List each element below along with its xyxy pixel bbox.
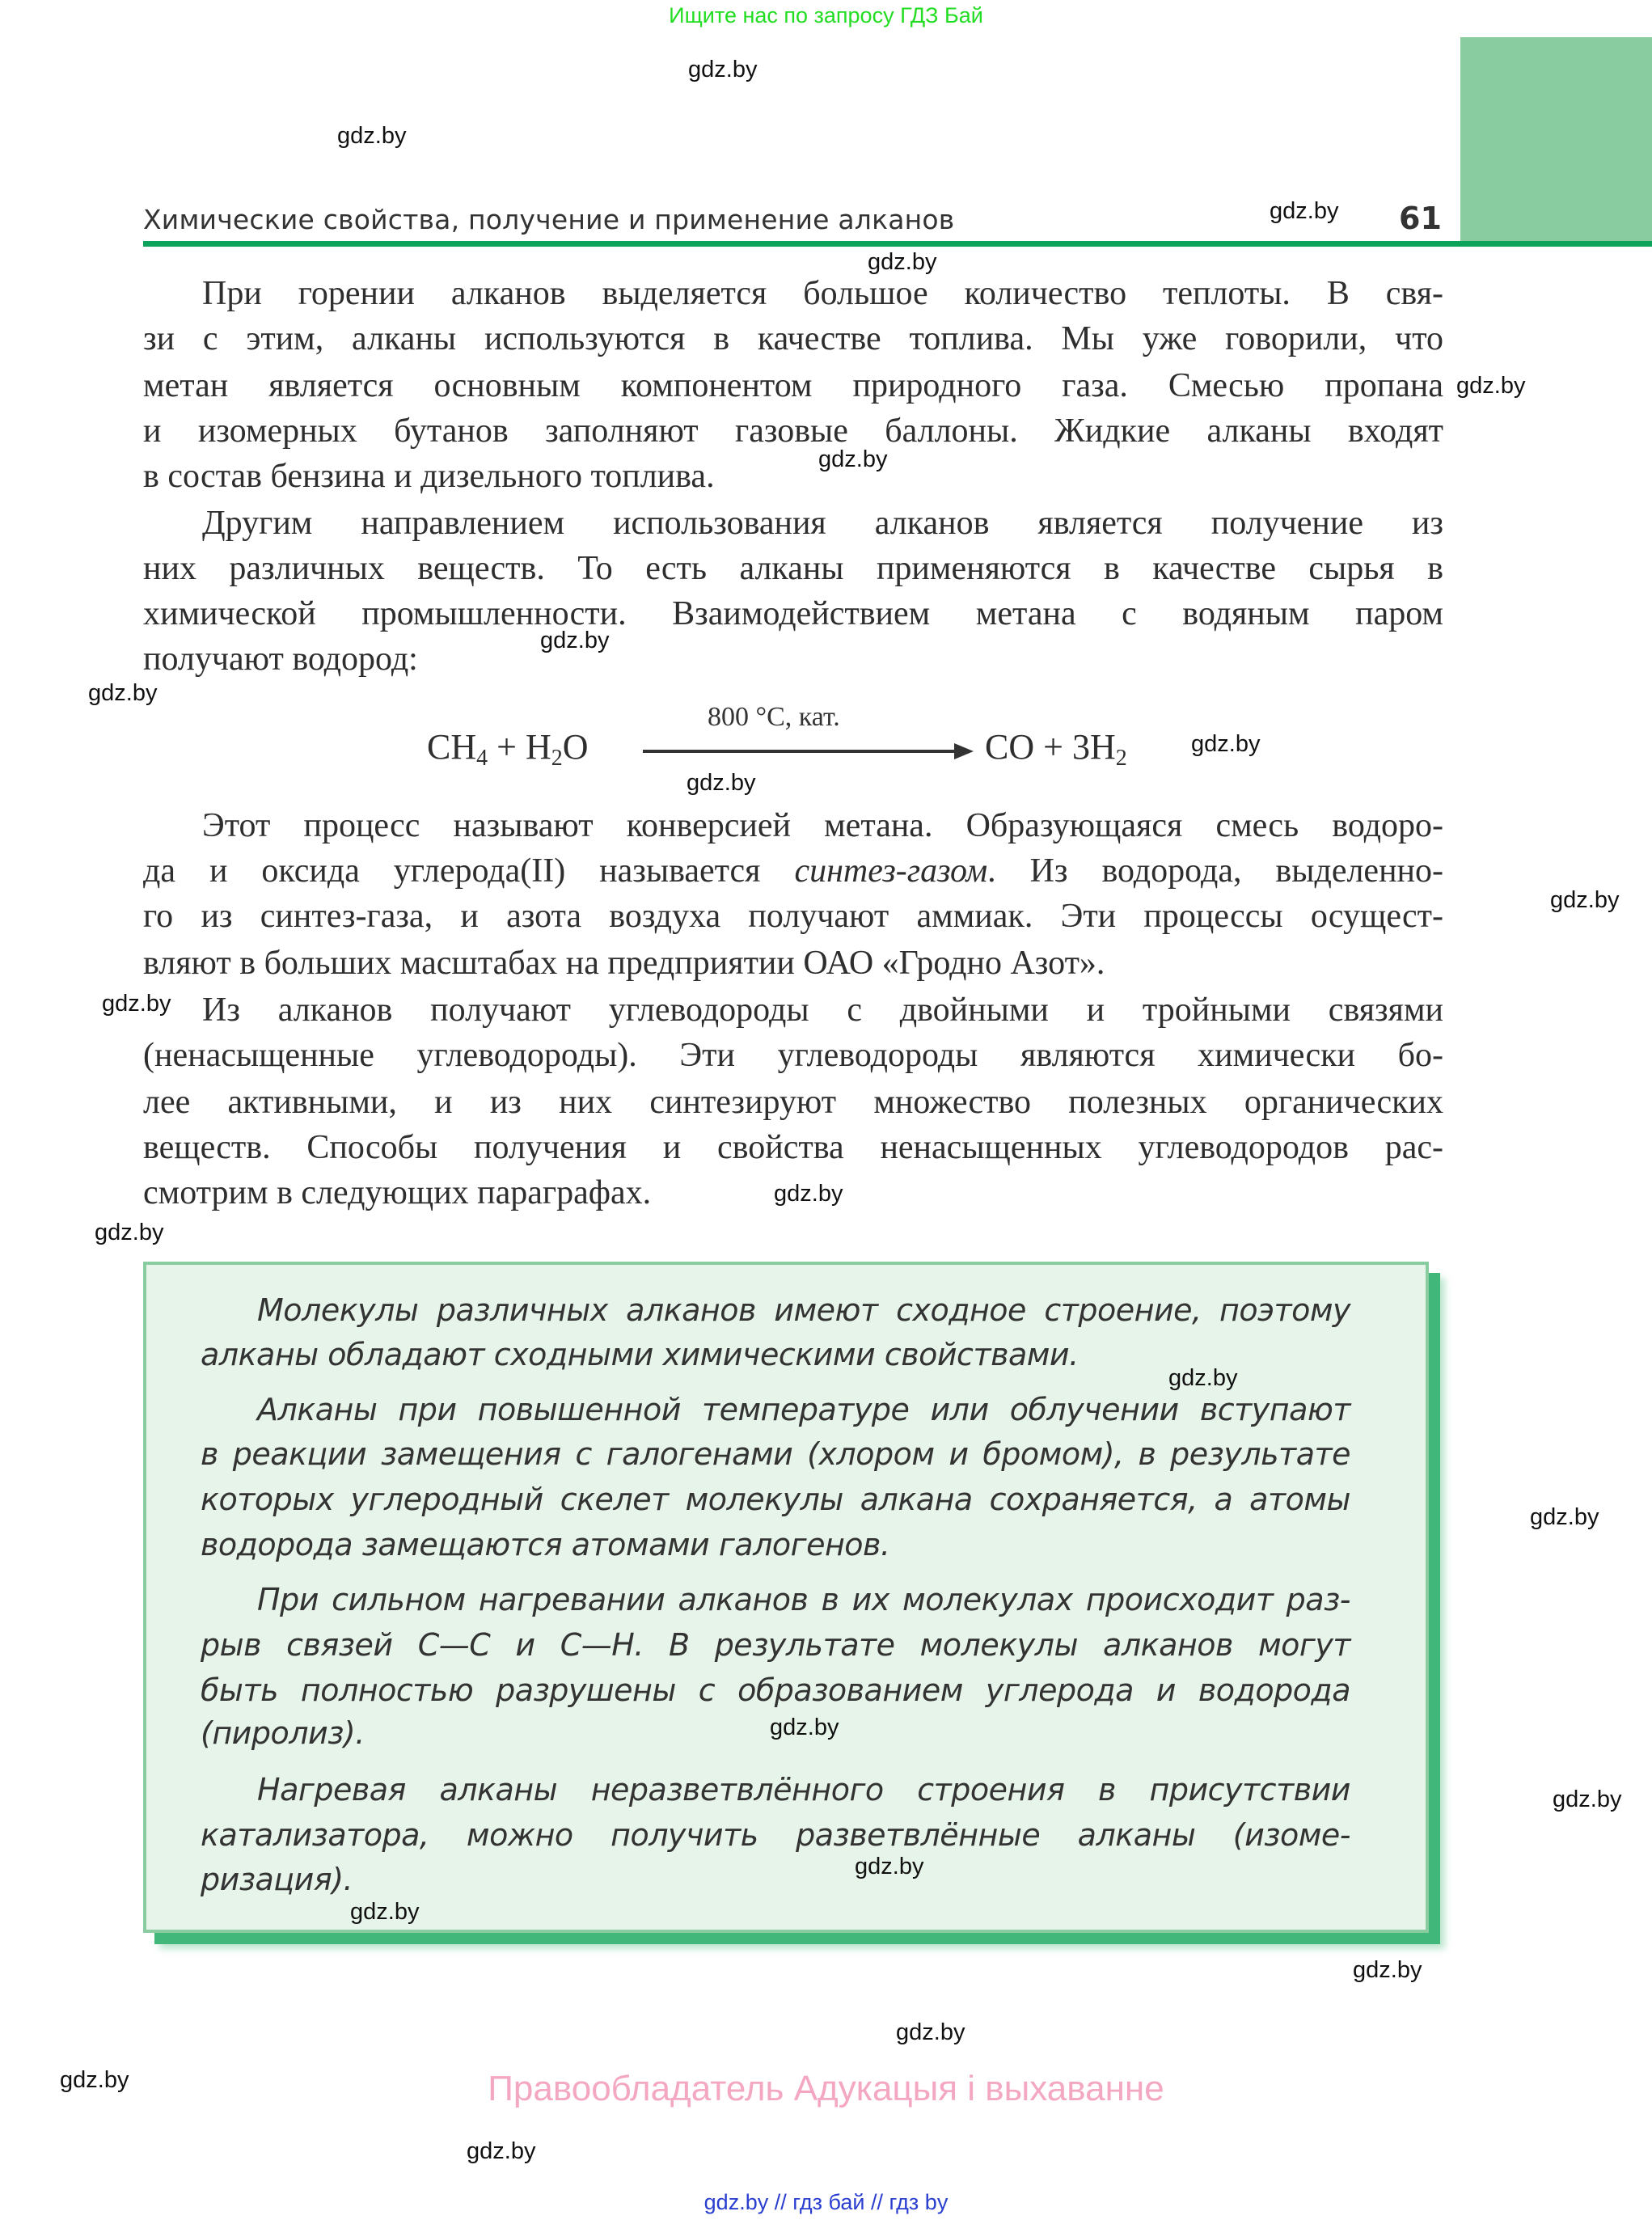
- watermark: gdz.by: [60, 2067, 129, 2093]
- formula-ch4: CH: [427, 727, 477, 767]
- subscript: 2: [1115, 746, 1127, 771]
- formula-h2o: H: [525, 727, 551, 767]
- watermark: gdz.by: [1270, 198, 1339, 224]
- text-line: Этот процесс называют конверсией метана. Образующаяся смесь водоро-: [202, 807, 1443, 844]
- watermark: gdz.by: [350, 1899, 420, 1925]
- text-line: них различных веществ. То есть алканы применяются в качестве сырья в: [143, 550, 1443, 587]
- term-syngas: синтез-газом: [794, 852, 988, 890]
- text-span: да и оксида углерода(II) называется: [143, 852, 795, 890]
- summary-line: катализатора, можно получить разветвлённые алканы (изоме-: [201, 1817, 1350, 1853]
- plus-sign: +: [496, 727, 517, 767]
- watermark: gdz.by: [95, 1220, 164, 1245]
- watermark: gdz.by: [868, 249, 937, 275]
- text-line: метан является основным компонентом природного газа. Смесью пропана: [143, 367, 1443, 404]
- watermark: gdz.by: [855, 1854, 924, 1879]
- reaction-arrow-icon: [643, 750, 958, 753]
- page-number: 61: [1399, 201, 1442, 236]
- header-rule: [143, 241, 1652, 247]
- text-line: веществ. Способы получения и свойства ненасыщенных углеводородов рас-: [143, 1129, 1443, 1166]
- text-line: При горении алканов выделяется большое количество теплоты. В свя-: [202, 275, 1443, 312]
- footer-link-gdz-bai[interactable]: гдз бай: [792, 2190, 865, 2214]
- watermark: gdz.by: [1191, 731, 1261, 757]
- watermark: gdz.by: [88, 680, 158, 706]
- watermark: gdz.by: [1456, 373, 1526, 399]
- summary-line: алканы обладают сходными химическими свойствами.: [201, 1337, 1079, 1372]
- watermark: gdz.by: [1353, 1957, 1422, 1983]
- watermark: gdz.by: [1553, 1786, 1622, 1812]
- watermark: gdz.by: [1550, 887, 1620, 913]
- watermark: gdz.by: [1530, 1504, 1599, 1530]
- text-span: . Из водорода, выделенно-: [987, 852, 1444, 890]
- text-line: (ненасыщенные углеводороды). Эти углеводороды являются химически бо-: [143, 1037, 1443, 1074]
- text-line: зи с этим, алканы используются в качестве топлива. Мы уже говорили, что: [143, 320, 1443, 357]
- search-banner: Ищите нас по запросу ГДЗ Бай: [669, 3, 983, 27]
- summary-line: быть полностью разрушены с образованием углерода и водорода: [201, 1672, 1350, 1708]
- summary-line: которых углеродный скелет молекулы алкана сохраняется, а атомы: [201, 1482, 1350, 1517]
- summary-line: (пиролиз).: [201, 1715, 365, 1751]
- text-line: получают водород:: [143, 641, 418, 678]
- watermark: gdz.by: [687, 770, 756, 796]
- text-line: и изомерных бутанов заполняют газовые баллоны. Жидкие алканы входят: [143, 412, 1443, 450]
- summary-line: Алканы при повышенной температуре или облучении вступают: [257, 1392, 1350, 1427]
- watermark: gdz.by: [467, 2138, 536, 2164]
- watermark: gdz.by: [818, 446, 888, 472]
- chapter-tab-marker: [1460, 37, 1652, 244]
- watermark: gdz.by: [774, 1181, 843, 1207]
- text-line: Из алканов получают углеводороды с двойными и тройными связями: [202, 991, 1443, 1029]
- watermark: gdz.by: [896, 2019, 965, 2045]
- text-line: химической промышленности. Взаимодействием метана с водяным паром: [143, 595, 1443, 632]
- footer-link-gdz-by-cyr[interactable]: гдз by: [889, 2190, 949, 2214]
- watermark: gdz.by: [1168, 1365, 1238, 1391]
- summary-line: водорода замещаются атомами галогенов.: [201, 1527, 890, 1562]
- reaction-condition: 800 °C, кат.: [708, 702, 840, 732]
- subscript: 4: [476, 746, 488, 771]
- link-separator: //: [871, 2190, 884, 2214]
- link-separator: //: [774, 2190, 787, 2214]
- summary-line: Нагревая алканы неразветвлённого строения в присутствии: [257, 1772, 1350, 1808]
- summary-line: ризация).: [201, 1862, 353, 1897]
- watermark: gdz.by: [102, 991, 171, 1017]
- text-line: го из синтез-газа, и азота воздуха получают аммиак. Эти процессы осущест-: [143, 898, 1443, 935]
- summary-line: рыв связей C—C и C—H. В результате молекулы алканов могут: [201, 1627, 1350, 1663]
- running-header-title: Химические свойства, получение и применение алканов: [143, 204, 955, 235]
- text-line: в состав бензина и дизельного топлива.: [143, 458, 715, 495]
- summary-line: в реакции замещения с галогенами (хлором и бромом), в результате: [201, 1436, 1350, 1472]
- arrowhead-icon: [954, 743, 974, 759]
- text-line: смотрим в следующих параграфах.: [143, 1174, 652, 1211]
- footer-links: [0, 2190, 1652, 2215]
- watermark: gdz.by: [540, 628, 610, 653]
- text-line: Другим направлением использования алканов является получение из: [202, 505, 1443, 542]
- subscript: 2: [551, 746, 563, 771]
- copyright-notice: Правообладатель Адукацыя і выхаванне: [488, 2069, 1164, 2108]
- text-line: [143, 851, 1443, 891]
- plus-sign: +: [1043, 727, 1063, 767]
- footer-link-gdz-by[interactable]: gdz.by: [703, 2190, 769, 2214]
- formula-h2o-o: O: [562, 727, 589, 767]
- equation-products: [985, 726, 1127, 772]
- watermark: gdz.by: [337, 123, 407, 149]
- equation-reactants: [427, 726, 589, 772]
- summary-line: Молекулы различных алканов имеют сходное строение, поэтому: [257, 1292, 1350, 1328]
- text-line: вляют в больших масштабах на предприятии ОАО «Гродно Азот».: [143, 945, 1105, 982]
- watermark: gdz.by: [770, 1715, 839, 1740]
- formula-co: CO: [985, 727, 1035, 767]
- text-line: лее активными, и из них синтезируют множество полезных органических: [143, 1084, 1443, 1121]
- summary-line: При сильном нагревании алканов в их молекулах происходит раз-: [257, 1582, 1350, 1617]
- watermark: gdz.by: [688, 57, 758, 82]
- formula-3h2: 3H: [1071, 727, 1116, 767]
